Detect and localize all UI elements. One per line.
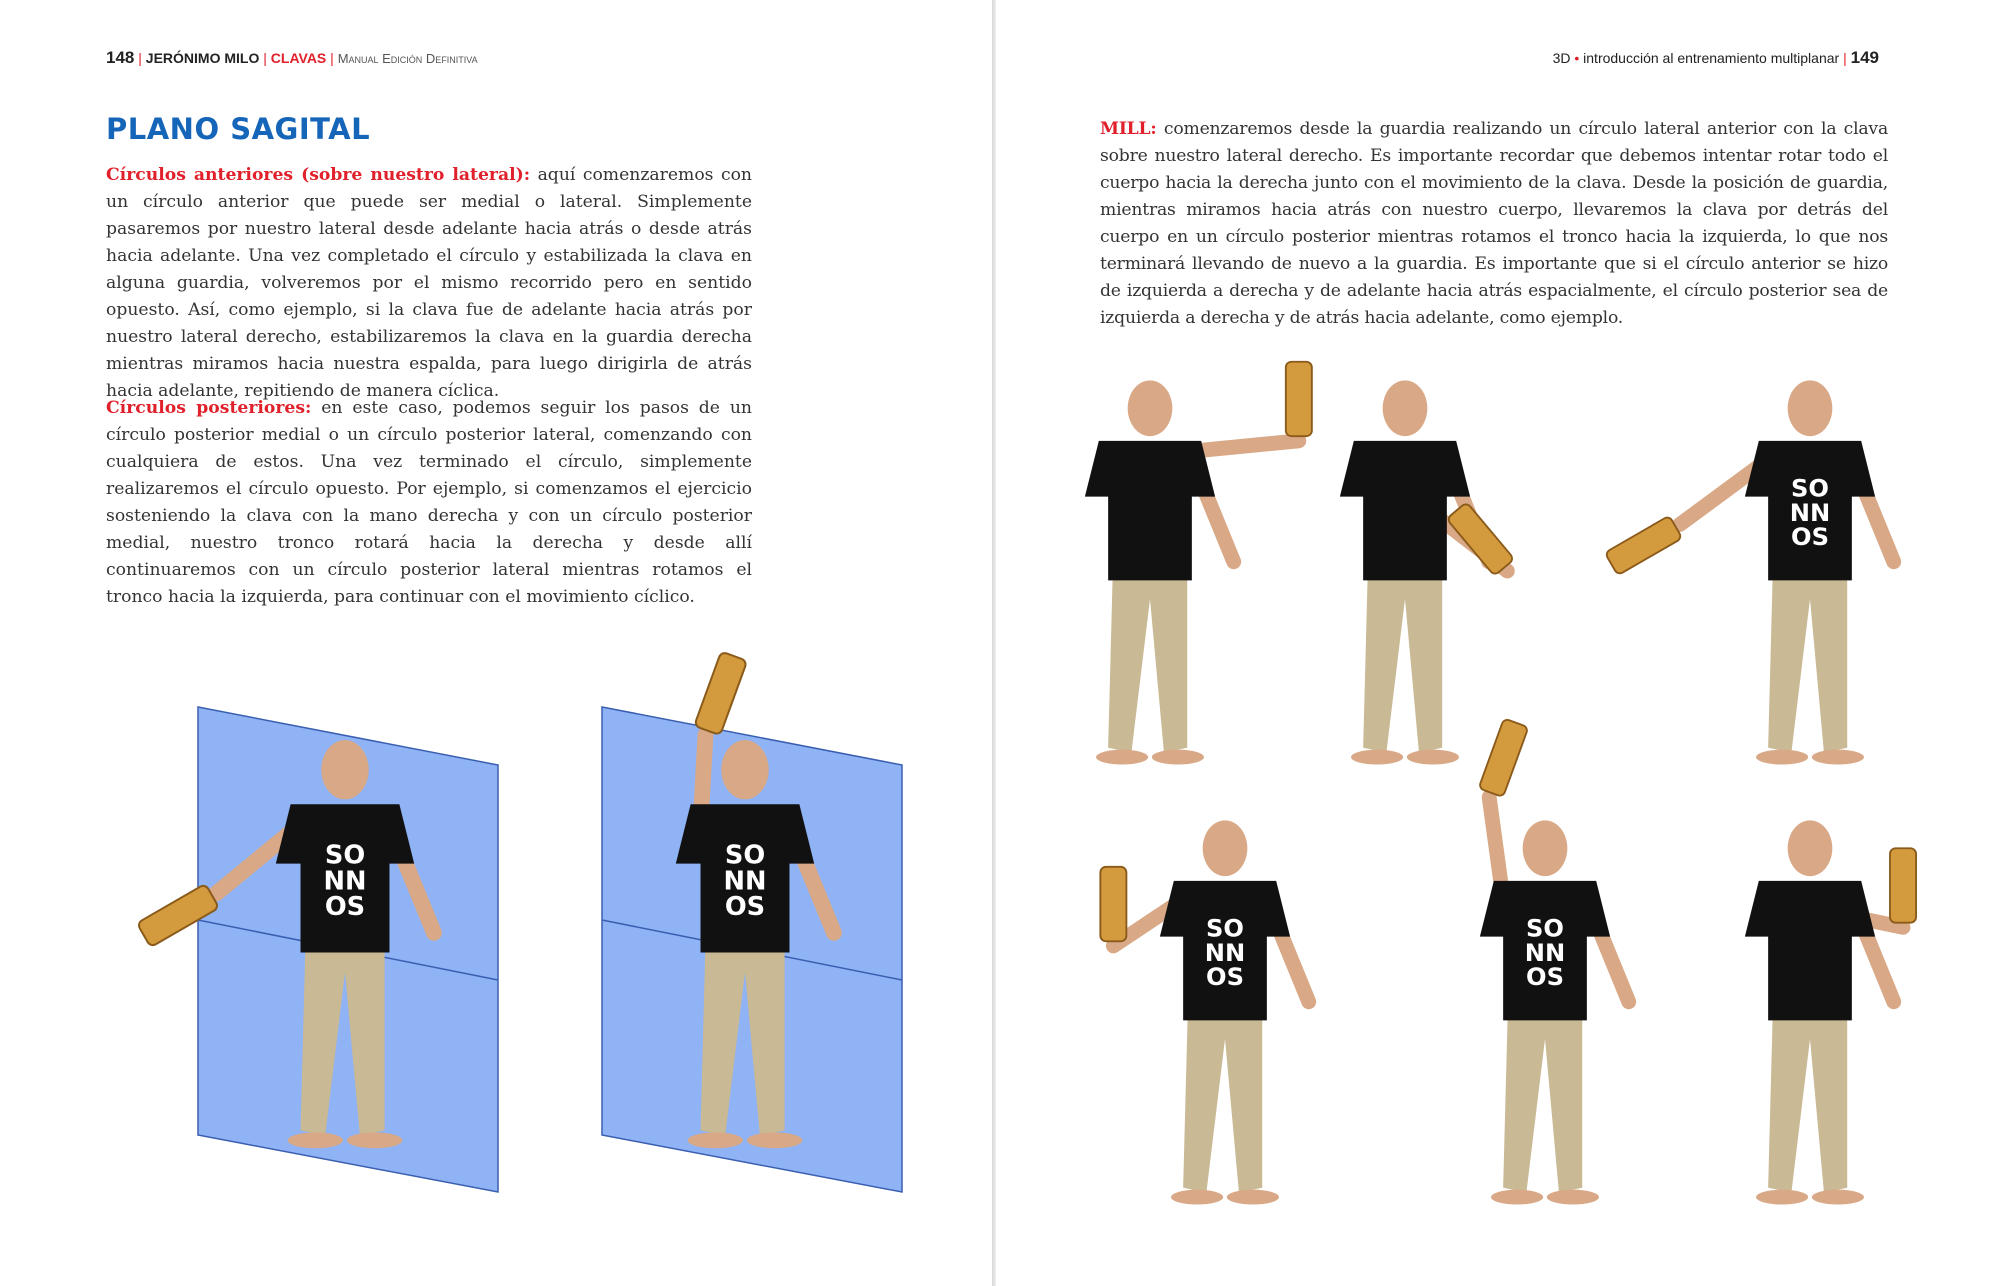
page-number: 149 <box>1850 48 1879 67</box>
athlete-figure <box>1340 380 1514 764</box>
club <box>694 651 747 735</box>
book-subtitle: Manual Edición Definitiva <box>337 51 478 66</box>
paragraph-lead: Círculos posteriores: <box>106 398 312 418</box>
athlete-figure <box>1085 362 1312 765</box>
athlete-figure <box>1100 820 1308 1204</box>
athlete-figure <box>1479 718 1629 1204</box>
running-title: introducción al entrenamiento multiplanar <box>1583 50 1840 66</box>
club <box>1605 516 1682 576</box>
page-number: 148 <box>106 48 135 67</box>
club <box>1479 718 1529 797</box>
svg-text:SONNOS: SO NN OS <box>1524 914 1566 991</box>
svg-text:SONNOS: SO NN OS <box>323 840 367 922</box>
author: JERÓNIMO MILO <box>145 50 260 66</box>
svg-text:SONNOS: SO NN OS <box>723 840 767 922</box>
athlete-figure <box>1745 820 1916 1204</box>
section-title: PLANO SAGITAL <box>106 112 371 146</box>
svg-text:SONNOS: SO NN OS <box>1789 474 1831 551</box>
paragraph-lead: Círculos anteriores (sobre nuestro lateral): <box>106 165 531 185</box>
bullet: • <box>1574 50 1580 66</box>
club <box>1286 362 1312 436</box>
separator: | <box>138 50 142 66</box>
athlete-figure <box>1605 380 1894 764</box>
svg-text:SONNOS: SO NN OS <box>1204 914 1246 991</box>
separator: | <box>263 50 267 66</box>
paragraph-text: aquí comenzaremos con un círculo anterior que puede ser medial o lateral. Simplemente pasaremos por nuestro lateral desde adelante hacia atrás o desde atrás hacia adelante. Una vez completado el círculo y estabilizada la clava en alguna guardia, volveremos por el mismo recorrido pero en sentido opuesto. Así, como ejemplo, si la clava fue de adelante hacia atrás por nuestro lateral derecho, estabilizaremos la clava en la guardia derecha mientras miramos hacia nuestra espalda, para luego dirigirla de atrás hacia adelante, repitiendo de manera cíclica. <box>106 165 753 401</box>
book-title: CLAVAS <box>270 50 327 66</box>
paragraph-text: comenzaremos desde la guardia realizando un círculo lateral anterior con la clava sobre nuestro lateral derecho. Es importante recordar que debemos intentar rotar todo el cuerpo hacia la derecha junto con el movimiento de la clava. Desde la posición de guardia, mientras miramos hacia atrás con nuestro cuerpo, llevaremos la clava por detrás del cuerpo en un círculo posterior mientras rotamos el tronco hacia la izquierda, lo que nos terminará llevando de nuevo a la guardia. Es importante que si el círculo anterior se hizo de izquierda a derecha y de adelante hacia atrás espacialmente, el círculo posterior sea de izquierda a derecha y de atrás hacia adelante, como ejemplo. <box>1100 119 1888 328</box>
separator: | <box>1843 50 1847 66</box>
paragraph-text: en este caso, podemos seguir los pasos de un círculo posterior medial o un círculo posterior lateral, comenzando con cualquiera de estos. Una vez terminado el círculo, simplemente realizaremos el círculo opuesto. Por ejemplo, si comenzamos el ejercicio sosteniendo la clava con la mano derecha y con un círculo posterior medial, nuestro tronco rotará hacia la derecha y desde allí continuaremos con un círculo posterior lateral mientras rotamos el tronco hacia la izquierda, para continuar con el movimiento cíclico. <box>106 398 752 607</box>
separator: | <box>330 50 334 66</box>
header-prefix: 3D <box>1552 50 1571 66</box>
paragraph-lead: MILL: <box>1100 119 1157 139</box>
club <box>1100 867 1126 941</box>
club <box>1890 848 1916 922</box>
